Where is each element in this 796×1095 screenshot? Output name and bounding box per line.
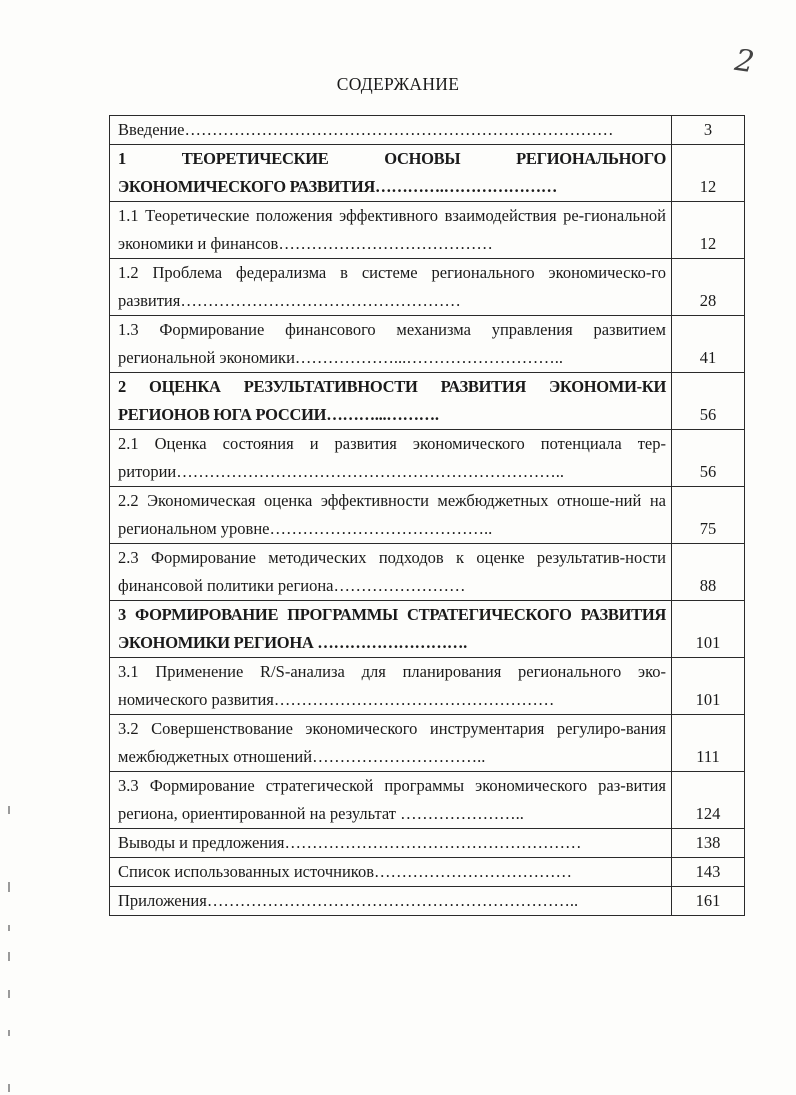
toc-page-number: 12 xyxy=(672,202,745,259)
toc-entry-text: Выводы и предложения……………………………………………… xyxy=(110,829,672,858)
toc-row xyxy=(110,116,745,145)
toc-row xyxy=(110,202,745,259)
toc-entry-text: 1.3 Формирование финансового механизма управления развитием региональной экономики………………...……………………….. xyxy=(110,316,672,373)
toc-entry-text: 2.3 Формирование методических подходов к оценке результатив-ности финансовой политики региона…………………… xyxy=(110,544,672,601)
toc-entry-text: 2.2 Экономическая оценка эффективности межбюджетных отноше-ний на региональном уровне………………………………….. xyxy=(110,487,672,544)
toc-row xyxy=(110,373,745,430)
toc-page-number: 12 xyxy=(672,145,745,202)
toc-entry-text: 3.1 Применение R/S-анализа для планирования регионального эко-номического развития…………………………………………… xyxy=(110,658,672,715)
toc-row xyxy=(110,259,745,316)
table-of-contents xyxy=(109,115,745,916)
toc-row xyxy=(110,772,745,829)
toc-page-number: 75 xyxy=(672,487,745,544)
toc-page-number: 41 xyxy=(672,316,745,373)
toc-page-number: 3 xyxy=(672,116,745,145)
scan-margin-mark xyxy=(8,1084,10,1092)
scan-margin-mark xyxy=(8,990,10,998)
scan-margin-mark xyxy=(8,952,10,961)
toc-entry-text: Приложения………………………………………………………….. xyxy=(110,887,672,916)
toc-page-number: 111 xyxy=(672,715,745,772)
toc-entry-text: Список использованных источников……………………………… xyxy=(110,858,672,887)
toc-page-number: 28 xyxy=(672,259,745,316)
toc-entry-text: 1 ТЕОРЕТИЧЕСКИЕ ОСНОВЫ РЕГИОНАЛЬНОГО ЭКОНОМИЧЕСКОГО РАЗВИТИЯ………….………………… xyxy=(110,145,672,202)
scan-margin-mark xyxy=(8,925,10,931)
toc-entry-text: 3.3 Формирование стратегической программы экономического раз-вития региона, ориентированной на результат ………………….. xyxy=(110,772,672,829)
toc-row xyxy=(110,430,745,487)
toc-entry-text: 3.2 Совершенствование экономического инструментария регулиро-вания межбюджетных отношений………………………….. xyxy=(110,715,672,772)
toc-page-number: 124 xyxy=(672,772,745,829)
toc-page-number: 56 xyxy=(672,430,745,487)
toc-row xyxy=(110,658,745,715)
toc-page-number: 138 xyxy=(672,829,745,858)
toc-row xyxy=(110,316,745,373)
toc-row xyxy=(110,829,745,858)
toc-row xyxy=(110,544,745,601)
toc-entry-text: 1.1 Теоретические положения эффективного взаимодействия ре-гиональной экономики и финансов………………………………… xyxy=(110,202,672,259)
toc-row xyxy=(110,601,745,658)
scan-margin-mark xyxy=(8,1030,10,1036)
document-title: СОДЕРЖАНИЕ xyxy=(336,74,460,94)
toc-page-number: 101 xyxy=(672,658,745,715)
toc-row xyxy=(110,858,745,887)
toc-entry-text: 1.2 Проблема федерализма в системе регионального экономическо-го развития…………………………………………… xyxy=(110,259,672,316)
toc-row xyxy=(110,887,745,916)
scan-margin-mark xyxy=(8,882,10,892)
toc-entry-text: 3 ФОРМИРОВАНИЕ ПРОГРАММЫ СТРАТЕГИЧЕСКОГО РАЗВИТИЯ ЭКОНОМИКИ РЕГИОНА ………………………. xyxy=(110,601,672,658)
toc-entry-text: 2.1 Оценка состояния и развития экономического потенциала тер-ритории…………………………………………………………….. xyxy=(110,430,672,487)
toc-page-number: 161 xyxy=(672,887,745,916)
handwritten-page-number: 2 xyxy=(732,42,757,81)
scan-margin-mark xyxy=(8,806,10,814)
toc-page-number: 101 xyxy=(672,601,745,658)
toc-page-number: 56 xyxy=(672,373,745,430)
toc-row xyxy=(110,487,745,544)
toc-row xyxy=(110,715,745,772)
toc-entry-text: Введение…………………………………………………………………… xyxy=(110,116,672,145)
toc-page-number: 143 xyxy=(672,858,745,887)
toc-entry-text: 2 ОЦЕНКА РЕЗУЛЬТАТИВНОСТИ РАЗВИТИЯ ЭКОНОМИ-КИ РЕГИОНОВ ЮГА РОССИИ………...………. xyxy=(110,373,672,430)
toc-row xyxy=(110,145,745,202)
toc-page-number: 88 xyxy=(672,544,745,601)
